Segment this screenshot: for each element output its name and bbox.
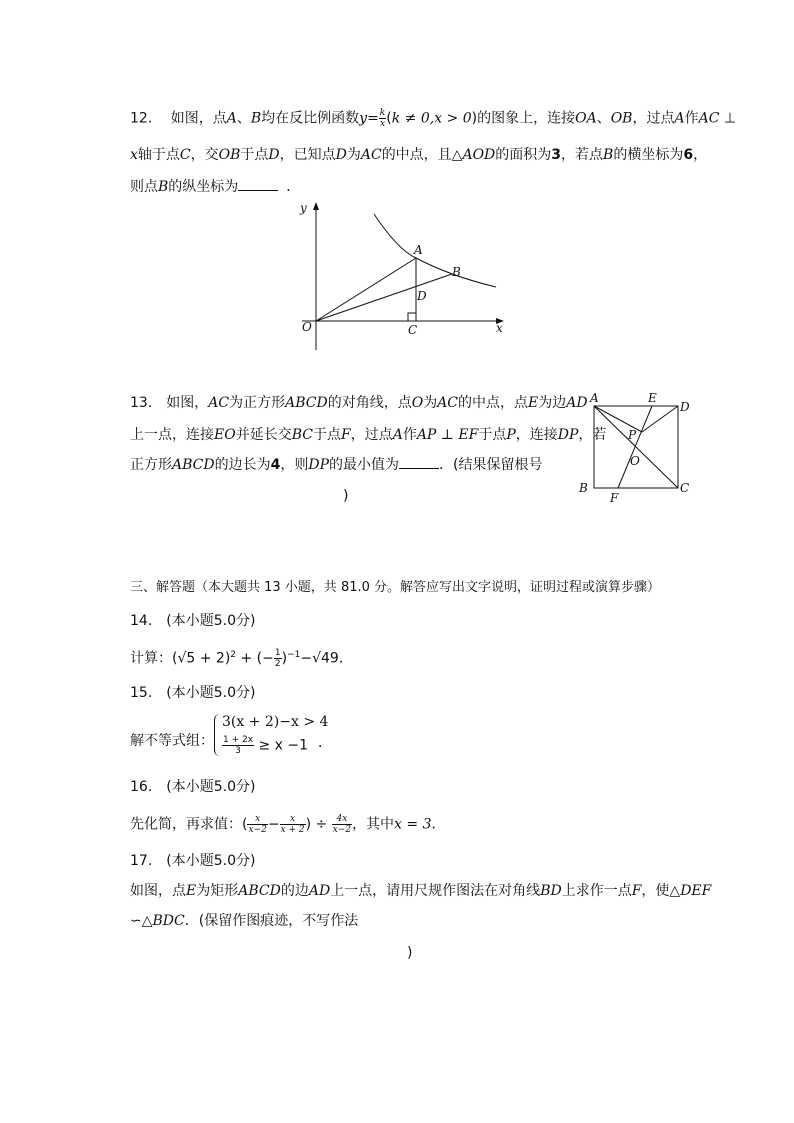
answer-blank [238,178,278,191]
hyperbola-curve [374,214,496,287]
q12-number: 12. [130,110,153,127]
segment-OB [316,274,452,321]
q15-ineq2: $\frac{1 + 2x}{3}$ ≥ x −1 [223,735,309,756]
q15-brace [214,714,220,756]
right-angle-mark [408,313,416,321]
q16-body: 先化简，再求值：( $\frac{x}{x-2}$ − $\frac{x}{x + 2}$ ) ÷ $\frac{4x}{x-2}$ ，其中x = 3． [130,814,446,835]
label-E: E [648,391,657,405]
q17-line2: ∽△BDC．(保留作图痕迹，不写作法 [130,913,359,929]
q15-fraction: $\frac{1 + 2x}{3}$ [223,735,254,756]
label-C: C [408,323,418,337]
label-F: F [610,491,619,505]
q14-half: $\frac{1}{2}$ [274,648,281,670]
q12-line3: 则点B的纵坐标为 ． [130,179,301,195]
q12-line2: x轴于点C，交OB于点D，已知点D为AC的中点，且△AOD的面积为3，若点B的横坐标为6， [130,147,708,163]
q13-line3: 正方形ABCD的边长为4，则DP的最小值为 ．(结果保留根号 [130,457,543,473]
section-heading: 三、解答题（本大题共 13 小题，共 81.0 分。解答应写出文字说明，证明过程或演算步骤） [130,580,661,595]
segment-OA [316,258,416,321]
y-axis-arrow [313,202,319,210]
label-P: P [628,428,637,442]
q16-header: 16. (本小题5.0分) [130,779,256,795]
q12-line1: 12. 如图，点A、B均在反比例函数y= $\frac{k}{x}$ (k ≠ 0,x > 0)的图象上，连接OA、OB，过点A作AC ⊥ [130,108,737,129]
label-D: D [417,289,427,303]
q15-prefix: 解不等式组： [130,733,214,749]
label-B: B [579,481,588,495]
q17-header: 17. (本小题5.0分) [130,853,256,869]
label-A: A [414,243,423,257]
q13-line4: ) [343,488,349,504]
label-C: C [680,481,690,495]
q17-line3: ) [407,945,413,961]
q13-figure [574,390,698,508]
segment-DP [642,406,678,432]
label-A: A [590,391,599,405]
q13-line1: 13. 如图，AC为正方形ABCD的对角线，点O为AC的中点，点E为边AD [130,395,588,411]
q14-header: 14. (本小题5.0分) [130,613,256,629]
label-O: O [302,320,312,334]
q12-figure [290,198,510,358]
q15-header: 15. (本小题5.0分) [130,685,256,701]
label-D: D [680,400,690,414]
label-x: x [496,321,503,335]
q12-k-over-x: $\frac{k}{x}$ [379,108,386,129]
q13-number: 13. [130,395,153,411]
q17-line1: 如图，点E为矩形ABCD的边AD上一点，请用尺规作图法在对角线BD上求作一点F，使△DEF [130,883,712,899]
diagonal-AC [594,406,678,488]
answer-blank [399,456,439,469]
segment-EF [618,406,652,488]
q13-line2: 上一点，连接EO并延长交BC于点F，过点A作AP ⊥ EF于点P，连接DP，若 [130,427,607,443]
q15-end: ． [318,735,332,751]
label-y: y [300,201,307,215]
label-B: B [452,265,461,279]
q15-ineq1: 3(x + 2)−x > 4 [222,714,329,730]
q14-body: 计算：$(√5 + 2)^2$ + (− $\frac{1}{2}$ )$^{-1}$−√49． [130,648,353,670]
label-O: O [630,454,640,468]
